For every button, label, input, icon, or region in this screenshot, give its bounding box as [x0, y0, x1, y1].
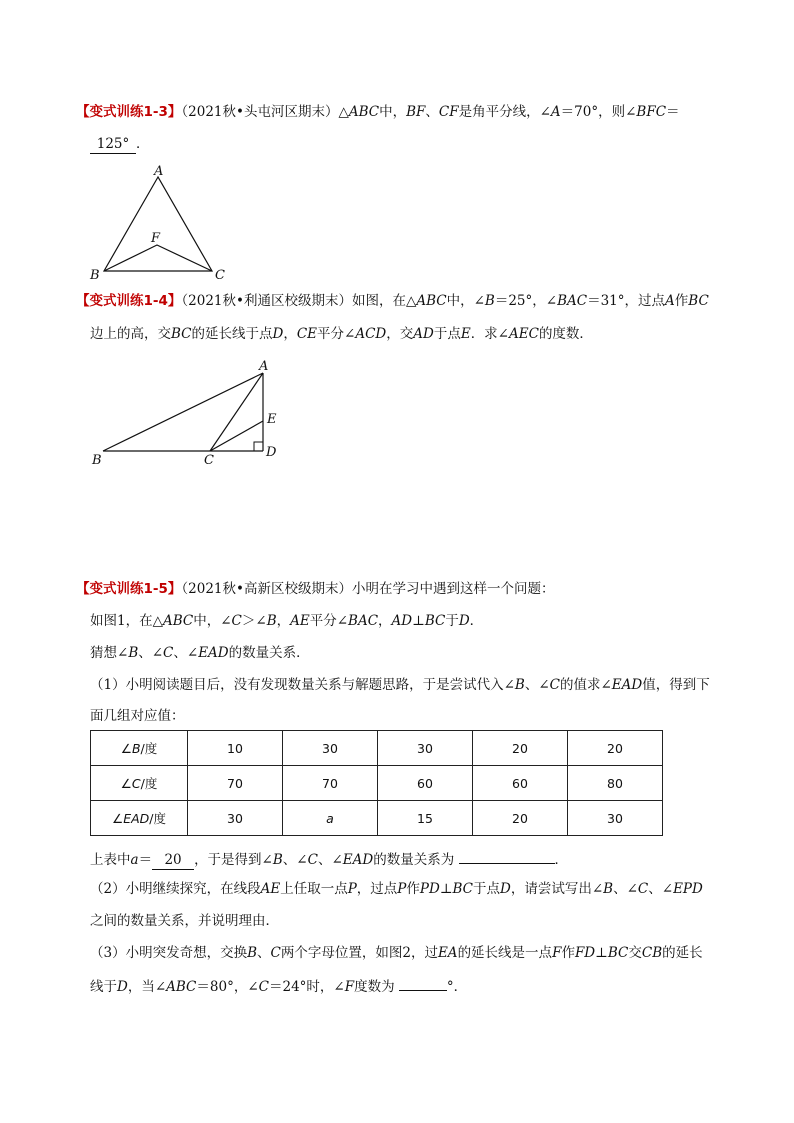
right-angle-mark [254, 442, 263, 451]
table-cell: a [283, 801, 378, 836]
var: C [163, 645, 174, 661]
label-c: C [204, 453, 214, 468]
var: EA [437, 945, 458, 961]
var: BFC [636, 104, 667, 120]
text: ， [283, 326, 297, 342]
text: ＝31°，过点 [587, 293, 666, 309]
figure-triangle-abf [88, 163, 248, 283]
table-cell: 20 [473, 801, 568, 836]
empty-blank [459, 849, 555, 864]
var: EAD [123, 811, 150, 826]
var: C [270, 945, 281, 961]
var: EAD [611, 677, 643, 693]
text: 、 [425, 104, 439, 120]
text: ⊥ [439, 881, 453, 897]
var: B [128, 645, 139, 661]
table-row [91, 801, 663, 836]
var: BC [607, 945, 629, 961]
table-cell: 30 [378, 731, 473, 766]
text: ∠ [111, 811, 124, 826]
table-cell: 20 [473, 731, 568, 766]
text: 面几组对应值： [90, 708, 185, 724]
var: ABC [162, 613, 194, 629]
text: 度数为 [354, 979, 395, 995]
figure-triangle-altitude [90, 360, 290, 470]
text: （1）小明阅读题目后，没有发现数量关系与解题思路，于是尝试代入∠ [90, 677, 515, 693]
var: A [550, 104, 561, 120]
text: 的数量关系． [228, 645, 310, 661]
bisectors-bf-cf [104, 245, 212, 271]
var: AE [260, 881, 281, 897]
var: B [131, 741, 141, 756]
problem-tag: 【变式训练1-5】 [76, 581, 182, 597]
var: AD [391, 613, 413, 629]
var: ACD [355, 326, 387, 342]
text: 的延长线于点 [191, 326, 273, 342]
text: 之间的数量关系，并说明理由． [90, 913, 279, 929]
var: BAC [348, 613, 379, 629]
var: BC [452, 881, 474, 897]
answer-blank: 125° [90, 135, 136, 154]
triangle-abc [104, 177, 212, 271]
label-d: D [266, 445, 277, 460]
text: ， [276, 613, 291, 629]
row-label [91, 766, 188, 801]
text: 的值求∠ [559, 677, 612, 693]
var: EAD [198, 645, 229, 661]
var: B [272, 852, 283, 868]
text: /度 [149, 811, 166, 826]
table-cell: 15 [378, 801, 473, 836]
problem-1-3-line-2 [90, 135, 150, 154]
var: CE [296, 326, 318, 342]
text: 、∠ [524, 677, 550, 693]
text: ＝80°，∠ [196, 979, 259, 995]
var: CF [438, 104, 459, 120]
var: D [272, 326, 284, 342]
line-ba [103, 373, 263, 451]
label-b: B [92, 453, 102, 468]
var: a [130, 852, 139, 868]
label-c: C [215, 268, 225, 283]
text: ∠ [120, 776, 132, 791]
text: ，于是得到∠ [194, 852, 273, 868]
label-e: E [267, 412, 277, 427]
var: E [460, 326, 471, 342]
label-f: F [151, 231, 161, 246]
text: 边上的高，交 [90, 326, 171, 342]
empty-blank [399, 976, 447, 991]
text: 的延长线是一点 [457, 945, 553, 961]
text: 的延长 [662, 945, 703, 961]
var: A [665, 293, 675, 309]
text: 中，∠ [446, 293, 485, 309]
text: 交 [628, 945, 642, 961]
var: D [500, 881, 511, 897]
text: 平分∠ [317, 326, 356, 342]
problem-1-5-line-7 [90, 880, 703, 898]
var: C [637, 881, 649, 897]
var: ABC [166, 979, 197, 995]
table-cell: 30 [568, 801, 663, 836]
text: 、∠ [317, 852, 343, 868]
text: 、∠ [648, 881, 674, 897]
text: ，交 [386, 326, 414, 342]
text: 线于 [90, 979, 117, 995]
var: P [347, 881, 357, 897]
text: 上任取一点 [280, 881, 348, 897]
problem-1-5-line-5 [90, 707, 185, 725]
text: 小明在学习中遇到这样一个问题： [351, 581, 555, 597]
answer-blank: 20 [152, 851, 194, 870]
line-ca [210, 373, 263, 451]
var: BC [424, 613, 446, 629]
text: ＝24°时，∠ [268, 979, 345, 995]
var: ABC [416, 293, 447, 309]
table-cell: 20 [568, 731, 663, 766]
label-a: A [259, 359, 269, 374]
var: B [484, 293, 495, 309]
text: ＞∠ [241, 613, 267, 629]
text: 中，∠ [193, 613, 232, 629]
text: 作 [406, 881, 420, 897]
problem-1-5-line-6 [90, 849, 568, 870]
text: 中， [379, 104, 407, 120]
var: BF [406, 104, 426, 120]
problem-source: （2021秋•利通区校级期末） [181, 293, 352, 309]
text: ∠ [120, 741, 132, 756]
text: ． [136, 136, 150, 152]
label-b: B [90, 268, 100, 283]
problem-source: （2021秋•高新区校级期末） [181, 581, 352, 597]
text: 猜想∠ [90, 645, 129, 661]
text: 、 [257, 945, 271, 961]
text: ＝ [666, 104, 680, 120]
text: 、∠ [613, 881, 638, 897]
text: ＝ [138, 852, 153, 868]
text: 值，得到下 [642, 677, 710, 693]
text: 、∠ [138, 645, 164, 661]
var: B [514, 677, 525, 693]
text: 平分∠ [309, 613, 349, 629]
text: △ [338, 104, 349, 120]
text: ＝70°，则∠ [560, 104, 637, 120]
table-cell: 80 [568, 766, 663, 801]
var: EPD [673, 881, 703, 897]
var: B [266, 613, 277, 629]
table-cell: 30 [283, 731, 378, 766]
problem-1-5-line-8 [90, 912, 279, 930]
problem-1-5-line-1 [76, 580, 554, 598]
text: 是角平分线，∠ [458, 104, 551, 120]
text: 于点 [473, 881, 501, 897]
text: （2）小明继续探究，在线段 [90, 881, 261, 897]
text: ⊥ [595, 945, 608, 961]
text: 于 [445, 613, 459, 629]
problem-1-5-line-3 [90, 644, 310, 662]
table-cell: 70 [188, 766, 283, 801]
text: ． [554, 852, 568, 868]
var: AD [413, 326, 434, 342]
table-row [91, 731, 663, 766]
text: 的度数． [538, 326, 593, 342]
var: CB [641, 945, 663, 961]
text: 如图，在△ [351, 293, 417, 309]
text: /度 [140, 776, 158, 791]
var: BC [688, 293, 709, 309]
var: D [117, 979, 128, 995]
problem-source: （2021秋•头屯河区期末） [181, 104, 339, 120]
text: ，过点 [356, 881, 398, 897]
var: BC [171, 326, 192, 342]
var: B [247, 945, 258, 961]
text: ⊥ [412, 613, 425, 629]
var: F [552, 945, 562, 961]
table-cell: 30 [188, 801, 283, 836]
row-label [91, 801, 188, 836]
var: FD [574, 945, 596, 961]
text: ．求∠ [470, 326, 509, 342]
var: AE [290, 613, 310, 629]
text: 如图1，在△ [90, 613, 163, 629]
text: 作 [674, 293, 689, 309]
problem-1-5-line-4 [90, 676, 710, 694]
var: EAD [342, 852, 374, 868]
problem-1-4-line-2 [90, 325, 593, 343]
problem-1-5-line-9 [90, 944, 703, 962]
table-cell: 60 [378, 766, 473, 801]
text: 上表中 [90, 852, 131, 868]
text: ，当∠ [127, 979, 167, 995]
problem-1-5-line-2 [90, 612, 483, 630]
var: B [603, 881, 614, 897]
var: C [131, 776, 141, 791]
text: ，请尝试写出∠ [510, 881, 604, 897]
text: 的数量关系为 [373, 852, 455, 868]
table-cell: 70 [283, 766, 378, 801]
line-ce [210, 421, 263, 451]
problem-1-3-line-1 [76, 103, 680, 121]
var: C [549, 677, 560, 693]
problem-tag: 【变式训练1-3】 [76, 104, 182, 120]
text: 两个字母位置，如图2，过 [280, 945, 438, 961]
text: （3）小明突发奇想，交换 [90, 945, 248, 961]
table-cell: 60 [473, 766, 568, 801]
row-label [91, 731, 188, 766]
var: P [397, 881, 407, 897]
var: PD [419, 881, 440, 897]
text: /度 [140, 741, 158, 756]
text: 、∠ [173, 645, 199, 661]
var: F [344, 979, 355, 995]
text: ＝25°，∠ [494, 293, 558, 309]
values-table [90, 730, 663, 836]
var: C [231, 613, 242, 629]
problem-tag: 【变式训练1-4】 [76, 293, 182, 309]
var: ABC [348, 104, 380, 120]
var: BAC [557, 293, 588, 309]
text: 作 [561, 945, 575, 961]
text: °． [446, 979, 468, 995]
var: AEC [509, 326, 539, 342]
text: 、∠ [282, 852, 308, 868]
text: ， [378, 613, 392, 629]
text: 于点 [433, 326, 461, 342]
var: C [258, 979, 269, 995]
problem-1-5-line-10 [90, 976, 467, 996]
var: D [458, 613, 470, 629]
text: ． [469, 613, 484, 629]
problem-1-4-line-1 [76, 292, 709, 310]
table-cell: 10 [188, 731, 283, 766]
label-a: A [154, 164, 164, 179]
table-row [91, 766, 663, 801]
var: C [307, 852, 318, 868]
